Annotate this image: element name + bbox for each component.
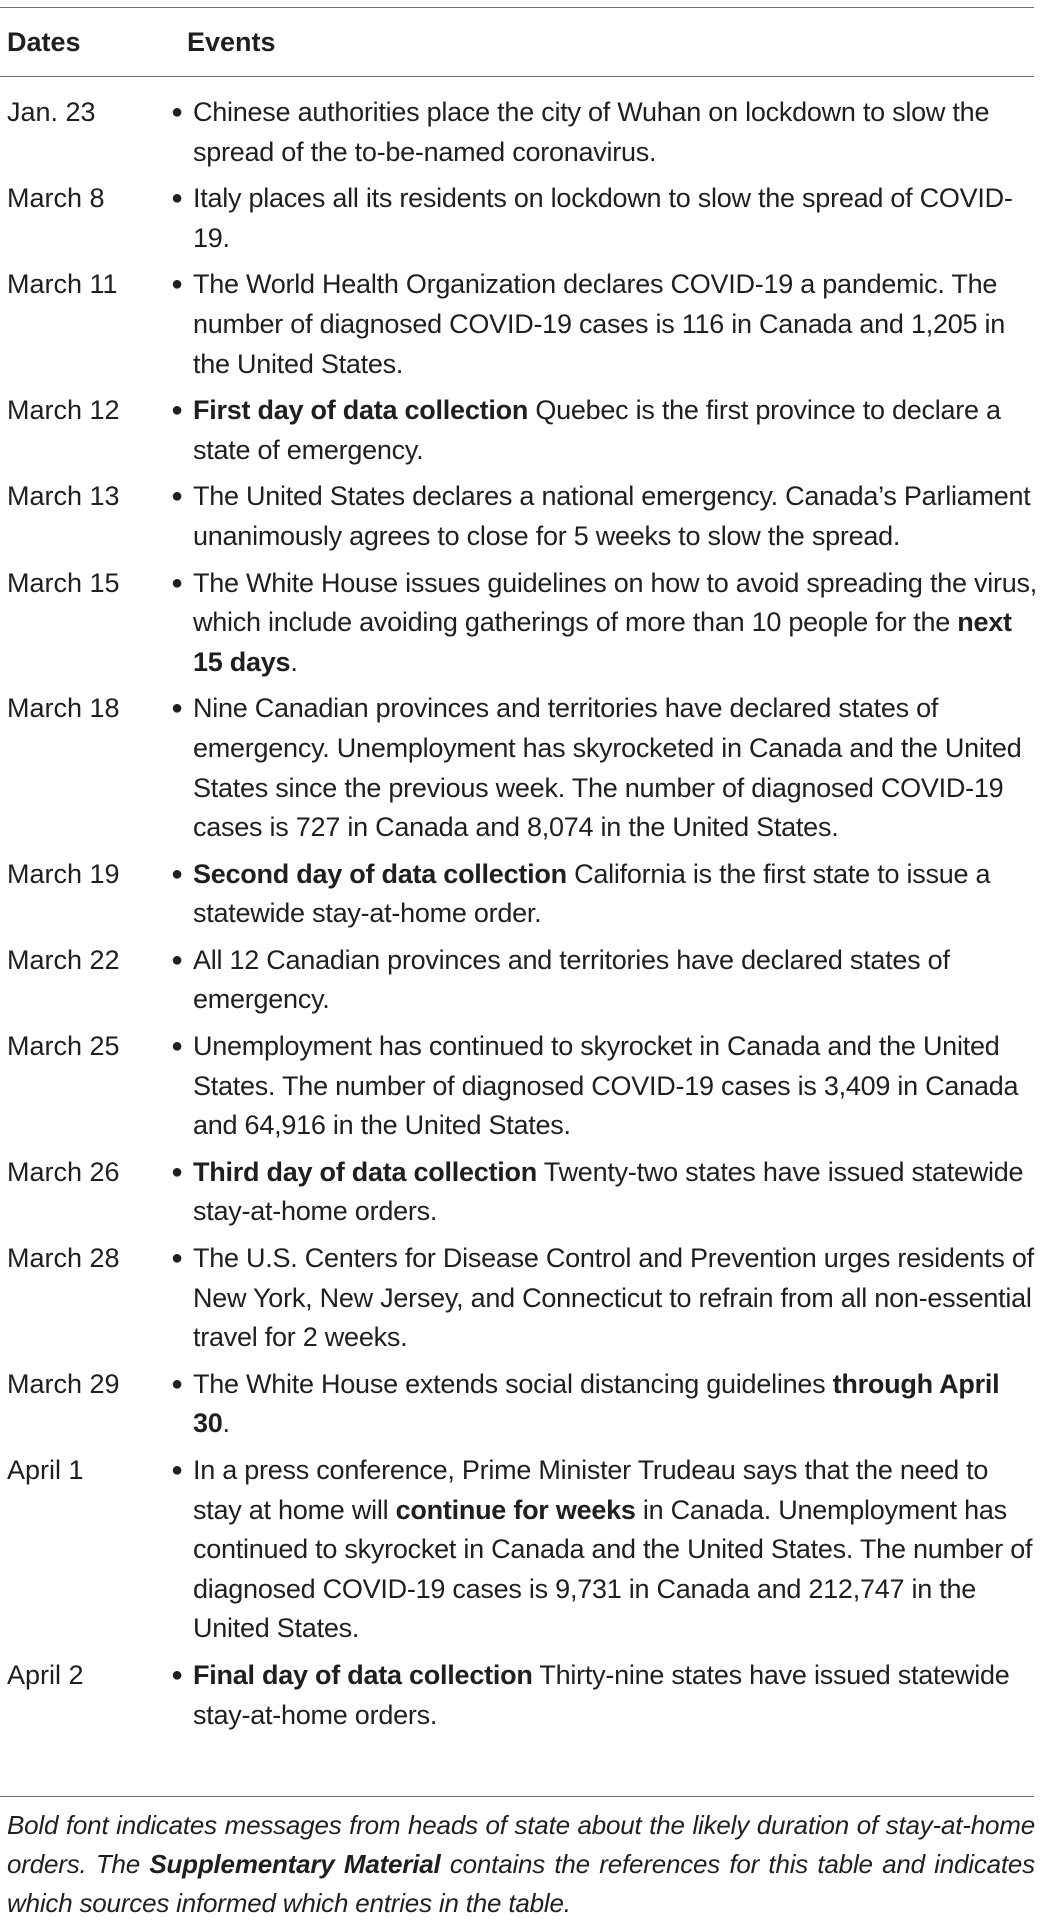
row-event: Unemployment has continued to skyrocket in Canada and the United States. The number of diagnosed COVID-19 cases is 3,409 in Canada and 64,916 in the United States. <box>193 1031 1019 1141</box>
bullet-icon: ● <box>171 1035 184 1058</box>
table-row <box>0 391 1040 470</box>
events-column-header: Events <box>187 27 276 57</box>
bullet-icon: ● <box>171 1372 184 1395</box>
row-date: March 28 <box>7 1243 120 1274</box>
table-row <box>0 1027 1040 1146</box>
table-row <box>0 265 1040 384</box>
table-row <box>0 179 1040 258</box>
bullet-icon: ● <box>171 485 184 508</box>
bullet-icon: ● <box>171 1459 184 1481</box>
row-date: March 19 <box>7 858 120 889</box>
table-row <box>0 93 1040 172</box>
row-date: April 2 <box>7 1659 84 1690</box>
row-event: Final day of data collection Thirty-nine states have issued statewide stay-at-home orders. <box>193 1659 1010 1730</box>
row-date: March 29 <box>7 1368 120 1399</box>
row-date: March 13 <box>7 481 120 512</box>
bullet-icon: ● <box>171 862 184 885</box>
row-date: April 1 <box>7 1455 84 1485</box>
row-date: Jan. 23 <box>7 97 96 127</box>
table-row <box>0 564 1040 683</box>
table-row <box>0 941 1040 1020</box>
row-event: In a press conference, Prime Minister Trudeau says that the need to stay at home will continue for weeks in Canada. Unemployment has continued to skyrocket in Canada and the United States. The number of diagnosed COVID-19 cases is 9,731 in Canada and 212,747 in the United States. <box>193 1455 1033 1644</box>
row-event: Chinese authorities place the city of Wuhan on lockdown to slow the spread of the to-be-named coronavirus. <box>193 97 990 167</box>
row-event: The United States declares a national emergency. Canada’s Parliament unanimously agrees to close for 5 weeks to slow the spread. <box>193 481 1031 551</box>
dates-column-header: Dates <box>7 27 81 57</box>
row-date: March 25 <box>7 1031 120 1062</box>
table-row <box>0 1239 1040 1358</box>
table-footnote: Bold font indicates messages from heads of state about the likely duration of stay-at-home orders. The Supplementary Material contains the references for this table and indicates which sources informed which entries in the table. <box>7 1810 1035 1918</box>
row-date: March 8 <box>7 183 105 214</box>
table-row <box>0 855 1040 934</box>
table-row <box>0 1365 1040 1444</box>
bullet-icon: ● <box>171 1663 184 1686</box>
row-event: Second day of data collection California is the first state to issue a statewide stay-at-home order. <box>193 858 991 929</box>
row-date: March 22 <box>7 944 120 975</box>
row-event: Third day of data collection Twenty-two states have issued statewide stay-at-home orders. <box>193 1156 1024 1227</box>
row-event: Italy places all its residents on lockdown to slow the spread of COVID-19. <box>193 183 1013 253</box>
bullet-icon: ● <box>171 697 184 720</box>
row-event: The White House issues guidelines on how to avoid spreading the virus, which include avoiding gatherings of more than 10 people for the next 15 days. <box>193 567 1037 677</box>
table-row <box>0 1153 1040 1232</box>
bullet-icon: ● <box>171 1247 184 1270</box>
header-rule <box>0 76 1034 77</box>
row-date: March 26 <box>7 1156 120 1187</box>
row-date: March 18 <box>7 693 120 724</box>
table-row <box>0 1451 1040 1649</box>
row-event: All 12 Canadian provinces and territories have declared states of emergency. <box>193 944 950 1015</box>
row-event: First day of data collection Quebec is the first province to declare a state of emergency. <box>193 395 1001 465</box>
bullet-icon: ● <box>171 187 184 210</box>
row-event: The U.S. Centers for Disease Control and Prevention urges residents of New York, New Jersey, and Connecticut to refrain from all non-essential travel for 2 weeks. <box>193 1243 1034 1353</box>
bullet-icon: ● <box>171 948 184 971</box>
row-date: March 11 <box>7 269 118 300</box>
table-body <box>0 93 1040 1735</box>
row-date: March 12 <box>7 395 120 426</box>
bullet-icon: ● <box>171 273 184 296</box>
bullet-icon: ● <box>171 1160 184 1183</box>
row-event: The White House extends social distancing guidelines through April 30. <box>193 1368 1000 1439</box>
table-row <box>0 1656 1040 1735</box>
bullet-icon: ● <box>171 571 184 594</box>
row-date: March 15 <box>7 567 120 598</box>
table-row <box>0 689 1040 847</box>
row-event: The World Health Organization declares COVID-19 a pandemic. The number of diagnosed COVID-19 cases is 116 in Canada and 1,205 in the United States. <box>193 269 1006 379</box>
bullet-icon: ● <box>171 101 184 123</box>
table-bottom-rule <box>0 1796 1034 1797</box>
table-row <box>0 477 1040 556</box>
row-event: Nine Canadian provinces and territories have declared states of emergency. Unemployment has skyrocketed in Canada and the United States since the previous week. The number of diagnosed COVID-19 cases is 727 in Canada and 8,074 in the United States. <box>193 693 1022 843</box>
table-top-rule <box>0 7 1034 8</box>
bullet-icon: ● <box>171 399 184 422</box>
